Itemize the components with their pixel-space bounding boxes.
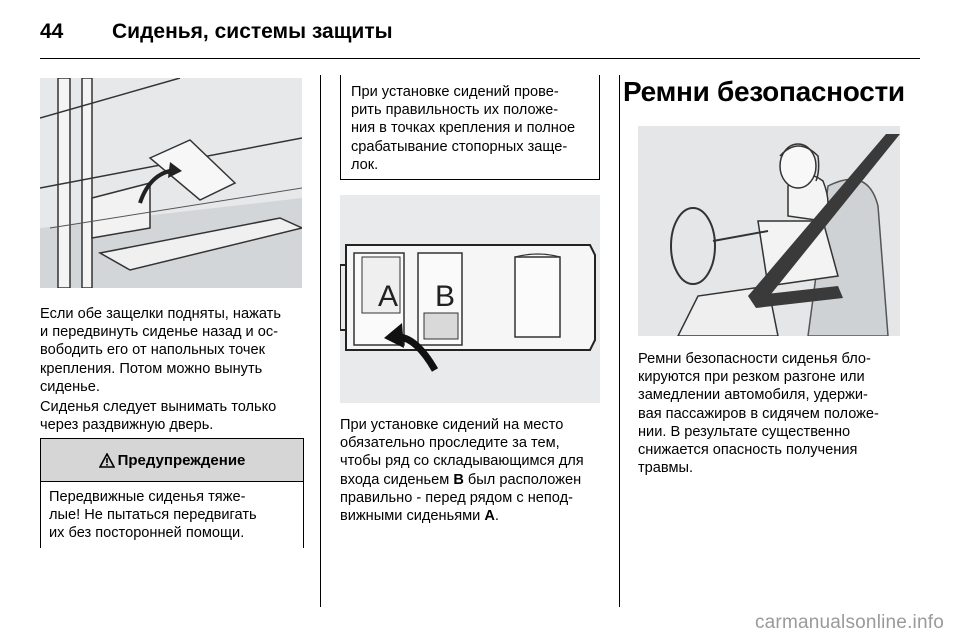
- text-line: чтобы ряд со складывающимся для: [340, 453, 584, 470]
- text-line: через раздвижную дверь.: [40, 417, 214, 434]
- column-divider-left: [320, 75, 321, 607]
- seat-label-a: A: [378, 280, 399, 313]
- text-line: вободить его от напольных точек: [40, 342, 266, 359]
- column-divider-right: [619, 75, 620, 607]
- bold-label-b: B: [453, 471, 464, 488]
- text-line: нии. В результате существенно: [638, 423, 851, 440]
- seat-layout-diagram: [340, 195, 600, 403]
- text-fragment: .: [494, 508, 499, 525]
- warning-box: [40, 438, 304, 548]
- seat-layout-drawing: [340, 195, 600, 403]
- text-line: ния в точках крепления и полное: [351, 120, 576, 137]
- warning-header: [41, 438, 303, 482]
- text-line: рить правильность их положе-: [351, 102, 559, 119]
- col2-paragraph: [340, 416, 610, 525]
- text-line: Передвижные сиденья тяже-: [49, 489, 246, 505]
- text-line: срабатывание стопорных заще-: [351, 138, 568, 155]
- text-line: крепления. Потом можно вынуть: [40, 360, 263, 377]
- section-heading: Ремни безопасности: [623, 76, 905, 107]
- text-line: Сиденья следует вынимать только: [40, 399, 277, 415]
- page-title: Сиденья, системы защиты: [112, 20, 393, 43]
- text-line: Если обе защелки подняты, нажать: [40, 306, 281, 322]
- col1-paragraph-2: [40, 398, 315, 434]
- text-line: травмы.: [638, 460, 694, 477]
- seat-label-b: B: [435, 280, 456, 313]
- text-fragment: вижными сиденьями: [340, 508, 485, 525]
- text-fragment: был расположен: [463, 471, 582, 488]
- text-line: и передвинуть сиденье назад и ос-: [40, 324, 279, 341]
- seat-latch-illustration: [40, 78, 302, 288]
- text-line: замедлении автомобиля, удержи-: [638, 387, 868, 404]
- text-line: вая пассажиров в сидячем положе-: [638, 405, 879, 422]
- bold-label-a: A: [484, 508, 495, 525]
- text-line: лок.: [351, 156, 379, 173]
- seatbelt-drawing: [638, 126, 900, 336]
- col1-paragraph-1: [40, 305, 315, 396]
- text-fragment: входа сиденьем: [340, 471, 454, 488]
- page-header: [40, 20, 920, 56]
- warning-triangle-icon: [99, 453, 115, 468]
- text-line: снижается опасность получения: [638, 442, 858, 459]
- seatbelt-illustration: [638, 126, 900, 336]
- text-line: сиденье.: [40, 378, 100, 395]
- text-line: кируются при резком разгоне или: [638, 369, 865, 386]
- text-line: [340, 507, 610, 525]
- header-rule: [40, 58, 920, 59]
- warning-text: [41, 482, 303, 549]
- col3-paragraph: [638, 350, 913, 477]
- text-line: правильно - перед рядом с непод-: [340, 489, 573, 506]
- text-line: их без посторонней помощи.: [49, 525, 245, 542]
- text-line: При установке сидений прове-: [351, 84, 559, 100]
- seat-latch-drawing: [40, 78, 302, 288]
- text-line: При установке сидений на место: [340, 417, 564, 433]
- text-line: [340, 471, 610, 489]
- text-line: лые! Не пытаться передвигать: [49, 507, 257, 524]
- watermark: carmanualsonline.info: [754, 612, 944, 633]
- text-line: обязательно проследите за тем,: [340, 435, 560, 452]
- page-number: 44: [40, 20, 64, 43]
- note-box: [340, 75, 600, 180]
- text-line: Ремни безопасности сиденья бло-: [638, 351, 871, 367]
- warning-title: Предупреждение: [117, 451, 246, 469]
